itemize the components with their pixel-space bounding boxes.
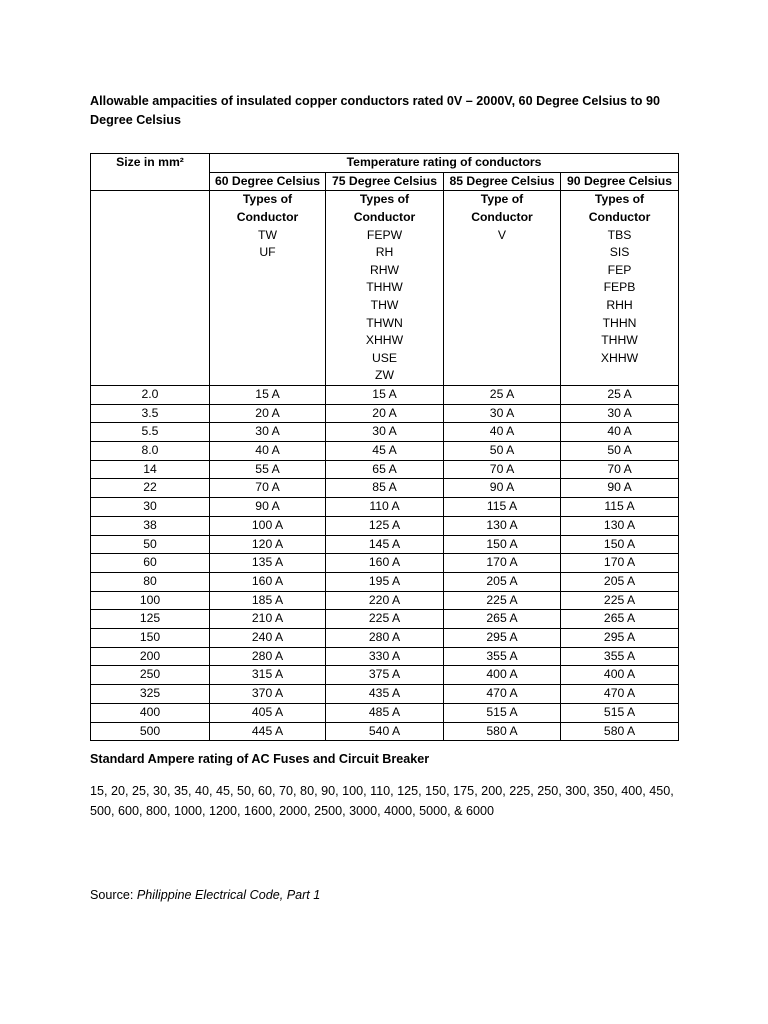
ampacity-cell: 30 A: [561, 404, 679, 423]
ampacity-cell: 115 A: [444, 498, 561, 517]
table-row: [91, 572, 679, 591]
ampacity-cell: 280 A: [210, 647, 326, 666]
col-heading-85: 85 Degree Celsius: [444, 172, 561, 191]
ampacity-cell: 135 A: [210, 554, 326, 573]
temperature-header: Temperature rating of conductors: [210, 154, 679, 173]
ampacity-cell: 25 A: [561, 385, 679, 404]
ampacity-cell: 150 A: [561, 535, 679, 554]
table-row: [91, 722, 679, 741]
ampacity-cell: 220 A: [326, 591, 444, 610]
table-row: [91, 460, 679, 479]
conductor-type-label: Types of: [359, 192, 410, 207]
ampacity-cell: 185 A: [210, 591, 326, 610]
source-line: [90, 888, 320, 902]
ampacity-cell: 25 A: [444, 385, 561, 404]
conductor-type: FEPB: [603, 280, 636, 295]
conductor-type: FEPW: [366, 227, 403, 242]
ampacity-cell: 225 A: [561, 591, 679, 610]
ampacity-cell: 30 A: [326, 423, 444, 442]
ampacity-cell: 205 A: [561, 572, 679, 591]
size-cell: 14: [91, 460, 210, 479]
conductor-type: TBS: [607, 227, 632, 242]
table-row: [91, 703, 679, 722]
table-row: [91, 685, 679, 704]
table-row: [91, 385, 679, 404]
ampacity-cell: 170 A: [561, 554, 679, 573]
conductor-type: SIS: [609, 245, 630, 260]
ampacity-cell: 400 A: [444, 666, 561, 685]
size-cell: 100: [91, 591, 210, 610]
table-row: [91, 498, 679, 517]
size-cell: 30: [91, 498, 210, 517]
ampacity-cell: 375 A: [326, 666, 444, 685]
size-cell: 60: [91, 554, 210, 573]
table-row: [91, 423, 679, 442]
document-title: Allowable ampacities of insulated copper conductors rated 0V – 2000V, 60 Degree Celsius to 90 Degree Celsius: [90, 94, 660, 127]
table-row: [91, 404, 679, 423]
size-cell: 3.5: [91, 404, 210, 423]
ampacity-cell: 170 A: [444, 554, 561, 573]
size-cell: 5.5: [91, 423, 210, 442]
conductor-type: TW: [258, 227, 277, 242]
ampacity-cell: 160 A: [210, 572, 326, 591]
table-row: [91, 535, 679, 554]
conductor-type-label: Type of: [480, 192, 524, 207]
conductor-types-60: [210, 191, 326, 386]
conductor-type-label: Conductor: [588, 210, 651, 224]
size-cell: 150: [91, 629, 210, 648]
ampacity-cell: 100 A: [210, 516, 326, 535]
conductor-type: USE: [371, 350, 398, 365]
col-heading-75: 75 Degree Celsius: [326, 172, 444, 191]
ampacity-cell: 70 A: [444, 460, 561, 479]
ampacity-cell: 110 A: [326, 498, 444, 517]
ampacity-cell: 355 A: [444, 647, 561, 666]
ampacity-table: [90, 153, 679, 741]
table-row: [91, 554, 679, 573]
conductor-types-85: [444, 191, 561, 386]
conductor-types-90: [561, 191, 679, 386]
conductor-type: XHHW: [600, 350, 639, 365]
ampacity-cell: 40 A: [444, 423, 561, 442]
size-header: Size in mm²: [91, 154, 210, 173]
fuse-ratings-title: Standard Ampere rating of AC Fuses and Circuit Breaker: [90, 752, 430, 766]
ampacity-cell: 70 A: [561, 460, 679, 479]
conductor-type: ZW: [375, 368, 394, 383]
ampacity-cell: 225 A: [326, 610, 444, 629]
ampacity-cell: 225 A: [444, 591, 561, 610]
ampacity-cell: 65 A: [326, 460, 444, 479]
table-row: [91, 610, 679, 629]
table-subheader-row: [91, 172, 679, 191]
conductor-type: THHW: [601, 333, 638, 348]
conductor-type: RH: [375, 245, 394, 260]
conductor-types-spacer: [91, 191, 210, 386]
ampacity-cell: 90 A: [561, 479, 679, 498]
size-cell: 325: [91, 685, 210, 704]
ampacity-cell: 20 A: [326, 404, 444, 423]
ampacity-cell: 90 A: [444, 479, 561, 498]
ampacity-cell: 50 A: [444, 442, 561, 461]
ampacity-cell: 580 A: [561, 722, 679, 741]
ampacity-cell: 20 A: [210, 404, 326, 423]
conductor-types-75: [326, 191, 444, 386]
ampacity-cell: 330 A: [326, 647, 444, 666]
ampacity-cell: 45 A: [326, 442, 444, 461]
ampacity-cell: 355 A: [561, 647, 679, 666]
size-cell: 500: [91, 722, 210, 741]
conductor-type-label: Conductor: [353, 210, 416, 224]
conductor-type: RHW: [369, 262, 400, 277]
ampacity-cell: 15 A: [326, 385, 444, 404]
ampacity-cell: 195 A: [326, 572, 444, 591]
col-heading-60: 60 Degree Celsius: [210, 172, 326, 191]
ampacity-cell: 400 A: [561, 666, 679, 685]
size-cell: 50: [91, 535, 210, 554]
conductor-type-label: Conductor: [471, 210, 533, 224]
table-row: [91, 516, 679, 535]
conductor-type: THHW: [366, 280, 403, 295]
table-row: [91, 666, 679, 685]
conductor-type: UF: [259, 245, 276, 260]
size-cell: 400: [91, 703, 210, 722]
conductor-type-label: Types of: [242, 192, 293, 207]
ampacity-cell: 580 A: [444, 722, 561, 741]
ampacity-cell: 40 A: [210, 442, 326, 461]
source-name: Philippine Electrical Code, Part 1: [136, 888, 321, 902]
ampacity-cell: 470 A: [444, 685, 561, 704]
source-label: Source:: [90, 888, 137, 902]
ampacity-cell: 40 A: [561, 423, 679, 442]
size-cell: 22: [91, 479, 210, 498]
ampacity-cell: 125 A: [326, 516, 444, 535]
ampacity-cell: 50 A: [561, 442, 679, 461]
size-cell: 8.0: [91, 442, 210, 461]
ampacity-cell: 280 A: [326, 629, 444, 648]
ampacity-cell: 145 A: [326, 535, 444, 554]
size-header-spacer: [91, 172, 210, 191]
ampacity-cell: 70 A: [210, 479, 326, 498]
ampacity-cell: 90 A: [210, 498, 326, 517]
size-cell: 38: [91, 516, 210, 535]
ampacity-cell: 435 A: [326, 685, 444, 704]
ampacity-cell: 265 A: [561, 610, 679, 629]
ampacity-cell: 130 A: [561, 516, 679, 535]
conductor-type: THW: [370, 297, 399, 312]
ampacity-cell: 240 A: [210, 629, 326, 648]
table-header-row: [91, 154, 679, 173]
ampacity-cell: 405 A: [210, 703, 326, 722]
size-cell: 2.0: [91, 385, 210, 404]
ampacity-cell: 515 A: [561, 703, 679, 722]
table-row: [91, 647, 679, 666]
size-cell: 80: [91, 572, 210, 591]
ampacity-cell: 30 A: [210, 423, 326, 442]
ampacity-cell: 150 A: [444, 535, 561, 554]
ampacity-cell: 540 A: [326, 722, 444, 741]
ampacity-cell: 315 A: [210, 666, 326, 685]
ampacity-cell: 515 A: [444, 703, 561, 722]
conductor-type: RHH: [606, 297, 633, 312]
ampacity-cell: 295 A: [444, 629, 561, 648]
conductor-type: FEP: [607, 262, 632, 277]
ampacity-cell: 370 A: [210, 685, 326, 704]
ampacity-cell: 295 A: [561, 629, 679, 648]
conductor-type: THWN: [366, 315, 403, 330]
conductor-type: THHN: [602, 315, 637, 330]
ampacity-cell: 30 A: [444, 404, 561, 423]
ampacity-cell: 120 A: [210, 535, 326, 554]
ampacity-cell: 55 A: [210, 460, 326, 479]
size-cell: 250: [91, 666, 210, 685]
conductor-type-label: Conductor: [236, 210, 299, 224]
table-row: [91, 442, 679, 461]
ampacity-cell: 130 A: [444, 516, 561, 535]
ampacity-cell: 265 A: [444, 610, 561, 629]
size-cell: 200: [91, 647, 210, 666]
ampacity-cell: 160 A: [326, 554, 444, 573]
conductor-type: XHHW: [365, 333, 404, 348]
table-row: [91, 479, 679, 498]
ampacity-cell: 210 A: [210, 610, 326, 629]
conductor-type: V: [497, 227, 507, 242]
conductor-type-label: Types of: [594, 192, 645, 207]
ampacity-cell: 485 A: [326, 703, 444, 722]
size-cell: 125: [91, 610, 210, 629]
ampacity-cell: 15 A: [210, 385, 326, 404]
ampacity-cell: 205 A: [444, 572, 561, 591]
ampacity-cell: 445 A: [210, 722, 326, 741]
fuse-ratings-list: 15, 20, 25, 30, 35, 40, 45, 50, 60, 70, 80, 90, 100, 110, 125, 150, 175, 200, 225, 250, 300, 350, 400, 450, 500, 600, 800, 1000, 1200, 1600, 2000, 2500, 3000, 4000, 5000, & 6000: [90, 784, 674, 818]
ampacity-cell: 85 A: [326, 479, 444, 498]
conductor-types-row: [91, 191, 679, 386]
col-heading-90: 90 Degree Celsius: [561, 172, 679, 191]
ampacity-cell: 470 A: [561, 685, 679, 704]
table-row: [91, 591, 679, 610]
table-row: [91, 629, 679, 648]
ampacity-cell: 115 A: [561, 498, 679, 517]
